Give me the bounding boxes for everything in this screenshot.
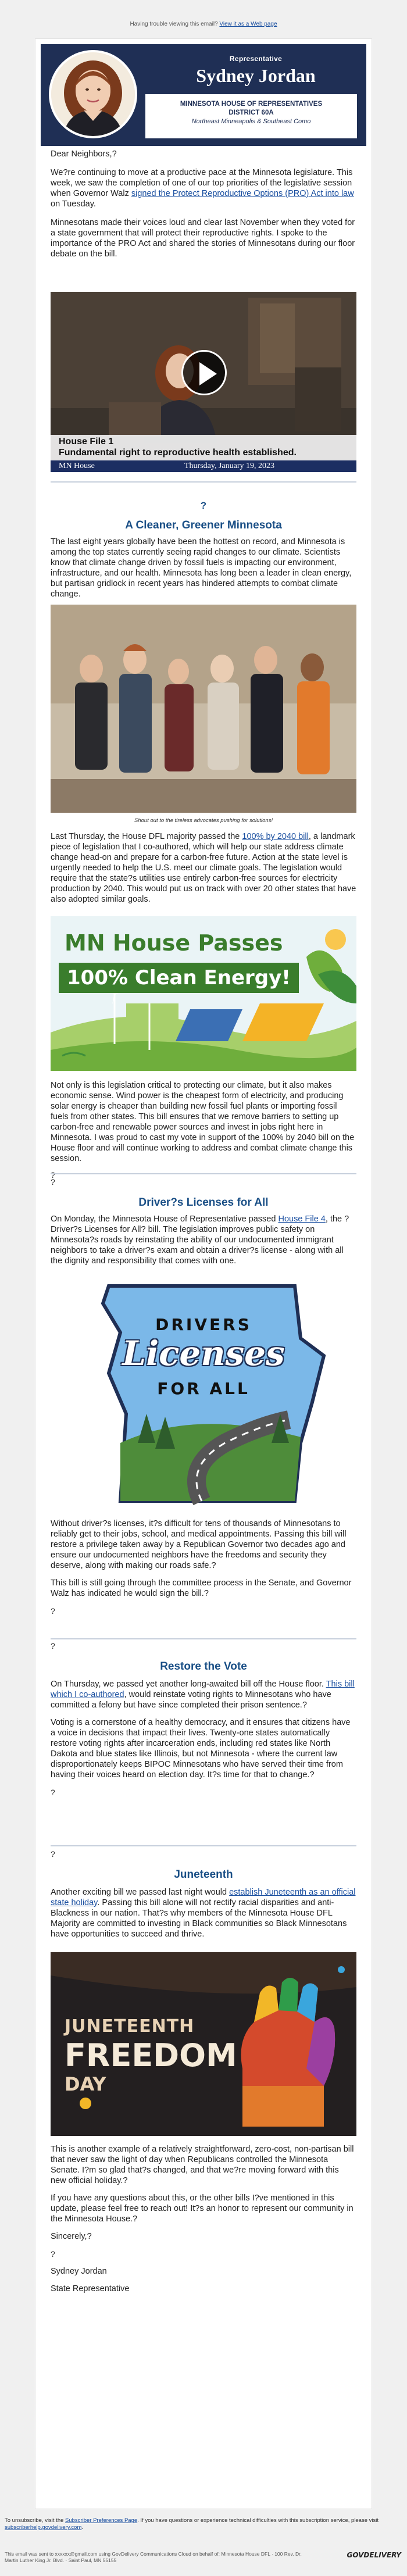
drivers-graphic-word-3: FOR ALL — [157, 1379, 250, 1398]
drivers-paragraph-1: On Monday, the Minnesota House of Representative passed House File 4, the ? Driver?s Licenses for All? bill. The legislation improves public safety on Minnesota?s roads by reinstating the ability of our undocumented immigrant neighbors to take a driver?s exam and obtain a driver?s license - along with all the dignity and responsibility that comes with one. — [51, 1214, 349, 1266]
district-area: Northeast Minneapolis & Southeast Como — [191, 118, 311, 125]
juneteenth-graphic — [51, 1952, 356, 2136]
district-panel — [145, 94, 357, 138]
district-number: DISTRICT 60A — [229, 109, 274, 116]
juneteenth-paragraph-3: If you have any questions about this, or the other bills I?ve mentioned in this update, please feel free to reach out! It?s an honor to represent our community in the Minnesota House.? — [51, 2193, 354, 2224]
rep-photo — [51, 52, 135, 136]
drivers-paragraph-3: This bill is still going through the committee process in the Senate, and Governor Walz has indicated he would sign the bill.? — [51, 1578, 352, 1598]
vote-paragraph-1: On Thursday, we passed yet another long-awaited bill off the House floor. This bill which I co-authored, would reinstate voting rights to Minnesotans who have committed a felony but have since completed their prison sentence.? — [51, 1680, 355, 1710]
govdelivery-brand: GOVDELIVERY — [347, 2551, 401, 2559]
drivers-graphic-word-2: Licenses — [122, 1334, 285, 1373]
vote-section — [51, 1679, 356, 1798]
climate-photo-caption: Shout out to the tireless advocates pushing for solutions! — [134, 817, 273, 824]
drivers-graphic-word-1: DRIVERS — [155, 1315, 252, 1334]
vote-qmark-2: ? — [51, 1788, 55, 1797]
drivers-section-2 — [51, 1519, 356, 1616]
climate-advocates-photo — [51, 605, 356, 813]
vote-qmark: ? — [51, 1641, 55, 1650]
intro-paragraph-2: Minnesotans made their voices loud and clear last November when they voted for a state government that will protect their reproductive rights. I spoke to the importance of the PRO Act and shared the stories of Minnesotans during our floor debate on the bill. — [51, 218, 355, 259]
divider — [51, 1173, 356, 1174]
juneteenth-graphic-word-2: FREEDOM — [65, 2037, 237, 2074]
climate-title: A Cleaner, Greener Minnesota — [125, 519, 282, 531]
climate-section-3 — [51, 1080, 356, 1180]
drivers-section — [51, 1214, 356, 1266]
rep-photo-frame — [49, 50, 137, 138]
signature-role: State Representative — [51, 2284, 130, 2293]
view-web-page-link[interactable]: View it as a Web page — [219, 21, 277, 27]
house-file-4-link[interactable]: House File 4 — [278, 1214, 326, 1224]
graphic-headline-2-box — [59, 963, 299, 993]
preheader-text: Having trouble viewing this email? — [130, 21, 218, 27]
juneteenth-paragraph-1: Another exciting bill we passed last night would establish Juneteenth as an official state holiday. Passing this bill alone will not rectify racial disparities and anti-Blackness in our nation. That?s why members of the Minnesota House DFL Majority are committed to investing in Black communities so Black Minnesotans have opportunities to succeed and thrive. — [51, 1888, 356, 1939]
juneteenth-graphic-word-1: JUNETEENTH — [65, 2016, 195, 2036]
video-channel: MN House — [59, 462, 95, 470]
signature-name: Sydney Jordan — [51, 2267, 107, 2276]
rep-name: Sydney Jordan — [196, 65, 316, 86]
divider — [51, 481, 356, 483]
header-label: Representative — [229, 55, 283, 63]
drivers-qmark-2: ? — [51, 1606, 55, 1616]
advocates-group-image — [51, 605, 356, 813]
subscriber-help-link[interactable]: subscriberhelp.govdelivery.com — [5, 2524, 82, 2531]
divider — [51, 1845, 356, 1846]
video-title-line-1: House File 1 — [59, 437, 114, 446]
vote-title: Restore the Vote — [160, 1660, 247, 1673]
video-play-button[interactable] — [181, 350, 227, 395]
juneteenth-paragraph-2: This is another example of a relatively straightforward, zero-cost, non-partisan bill that never saw the light of day when Republicans controlled the Minnesota Senate. I?m so glad that?s changed, and that we?re moving forward with this new official holiday.? — [51, 2145, 354, 2185]
vote-qmark-wrap — [51, 1641, 356, 1651]
header-banner — [41, 44, 366, 146]
juneteenth-qmark: ? — [51, 1849, 55, 1859]
drivers-title: Driver?s Licenses for All — [138, 1196, 269, 1209]
video-lower-third — [51, 435, 356, 460]
juneteenth-graphic-word-3: DAY — [65, 2073, 106, 2095]
govdelivery-logo — [347, 2551, 402, 2559]
climate-paragraph-1: The last eight years globally have been the hottest on record, and Minnesota is among the top states currently seeing rapid changes to our climate. Scientists know that climate change driven by fossil fuels is impacting our environment, infrastructure, and our health. Minnesota has long been a leader in clean energy, but partisan gridlock in recent years has hindered attempts to combat climate change. — [51, 537, 352, 599]
intro-section — [51, 149, 356, 259]
juneteenth-section-2 — [51, 2144, 356, 2294]
climate-qmark: ? — [200, 500, 207, 511]
restore-vote-bill-link[interactable]: This bill which I co-authored — [51, 1680, 355, 1699]
video-thumbnail[interactable] — [51, 292, 356, 472]
chamber-name: MINNESOTA HOUSE OF REPRESENTATIVES — [180, 101, 323, 108]
climate-section — [51, 537, 356, 599]
signoff-qmark: ? — [51, 2249, 55, 2259]
pro-act-link[interactable]: signed the Protect Reproductive Options (PRO) Act into law — [131, 189, 354, 198]
subscriber-preferences-link[interactable]: Subscriber Preferences Page — [65, 2517, 138, 2524]
climate-paragraph-3: Not only is this legislation critical to protecting our climate, but it also makes economic sense. Wind power is the cheapest form of electricity, and producing solar energy is cheaper than building new fossil fuel plants or importing fossil fuels from other states. This bill ensures that we remove barriers to setting up carbon-free and renewable power sources and invest in jobs right here in Minnesota. I was proud to cast my vote in support of the 100% by 2040 bill on the House floor and will continue working to address and combat climate change this session. — [51, 1081, 355, 1163]
video-date: Thursday, January 19, 2023 — [184, 462, 275, 470]
graphic-headline-2: 100% Clean Energy! — [67, 966, 291, 989]
clean-energy-graphic — [51, 916, 356, 1071]
drivers-qmark: ? — [51, 1177, 55, 1187]
play-icon — [199, 362, 217, 385]
graphic-headline-1: MN House Passes — [65, 930, 283, 956]
rep-portrait-image — [51, 52, 135, 136]
divider — [51, 1638, 356, 1639]
video-footer-bar — [51, 460, 356, 472]
bottom-bar — [0, 2538, 407, 2576]
climate-section-2 — [51, 831, 356, 905]
intro-paragraph-1: We?re continuing to move at a productive pace at the Minnesota legislature. This week, we saw the completion of one of our top priorities of the legislative session when Governor Walz signed the Protect Reproductive Options (PRO) Act into law on Tuesday. — [51, 168, 354, 209]
clean-energy-bill-link[interactable]: 100% by 2040 bill — [242, 832, 309, 841]
drivers-license-graphic — [51, 1269, 356, 1513]
unsubscribe-footer: To unsubscribe, visit the Subscriber Preferences Page. If you have questions or experience technical difficulties with this subscription service, please visit subscriberhelp.govdelivery.com. — [5, 2517, 379, 2531]
vote-paragraph-2: Voting is a cornerstone of a healthy democracy, and it ensures that citizens have a voice in decisions that impact their lives. Twenty-one states automatically restore voting rights after incarceration ends, including red states like North Dakota and blue states like Illinois, but not Minnesota - where the current law disproportionately keeps BIPOC Minnesotans who have served their time from having their voices heard on election day. It?s time for that to change.? — [51, 1718, 351, 1780]
juneteenth-title: Juneteenth — [174, 1868, 233, 1881]
signoff: Sincerely,? — [51, 2232, 92, 2241]
climate-paragraph-2: Last Thursday, the House DFL majority passed the 100% by 2040 bill, a landmark piece of legislation that I co-authored, which will help our state address climate change head-on and prepare for a carbon-free future. Action at the state level is urgently needed to help the U.S. meet our climate goals. The legislation would require that the state?s utilities use entirely carbon-free sources for electricity production by 2040. This would put us on track with over 20 other states that have also adopted similar goals. — [51, 832, 356, 904]
juneteenth-bill-link[interactable]: establish Juneteenth as an official state holiday — [51, 1888, 356, 1907]
climate-qmark-2: ? — [51, 1170, 55, 1180]
preheader — [0, 0, 407, 33]
juneteenth-section — [51, 1887, 356, 1939]
drivers-qmark-wrap — [51, 1177, 356, 1187]
drivers-paragraph-2: Without driver?s licenses, it?s difficult for tens of thousands of Minnesotans to reliably get to their jobs, school, and medical appointments. Passing this bill will restore a privilege taken away by a Republican Governor two decades ago and ensure our undocumented neighbors have the freedoms and security they deserve, along with making our roads safe.? — [51, 1519, 347, 1570]
juneteenth-qmark-wrap — [51, 1849, 356, 1859]
sender-info: This email was sent to xxxxxx@gmail.com using GovDelivery Communications Cloud on behalf of: Minnesota House DFL · 100 Rev. Dr. Martin Luther King Jr. Blvd. · Saint Paul, MN 55155 — [5, 2551, 302, 2563]
greeting: Dear Neighbors,? — [51, 149, 117, 159]
video-title-line-2: Fundamental right to reproductive health established. — [59, 448, 297, 458]
